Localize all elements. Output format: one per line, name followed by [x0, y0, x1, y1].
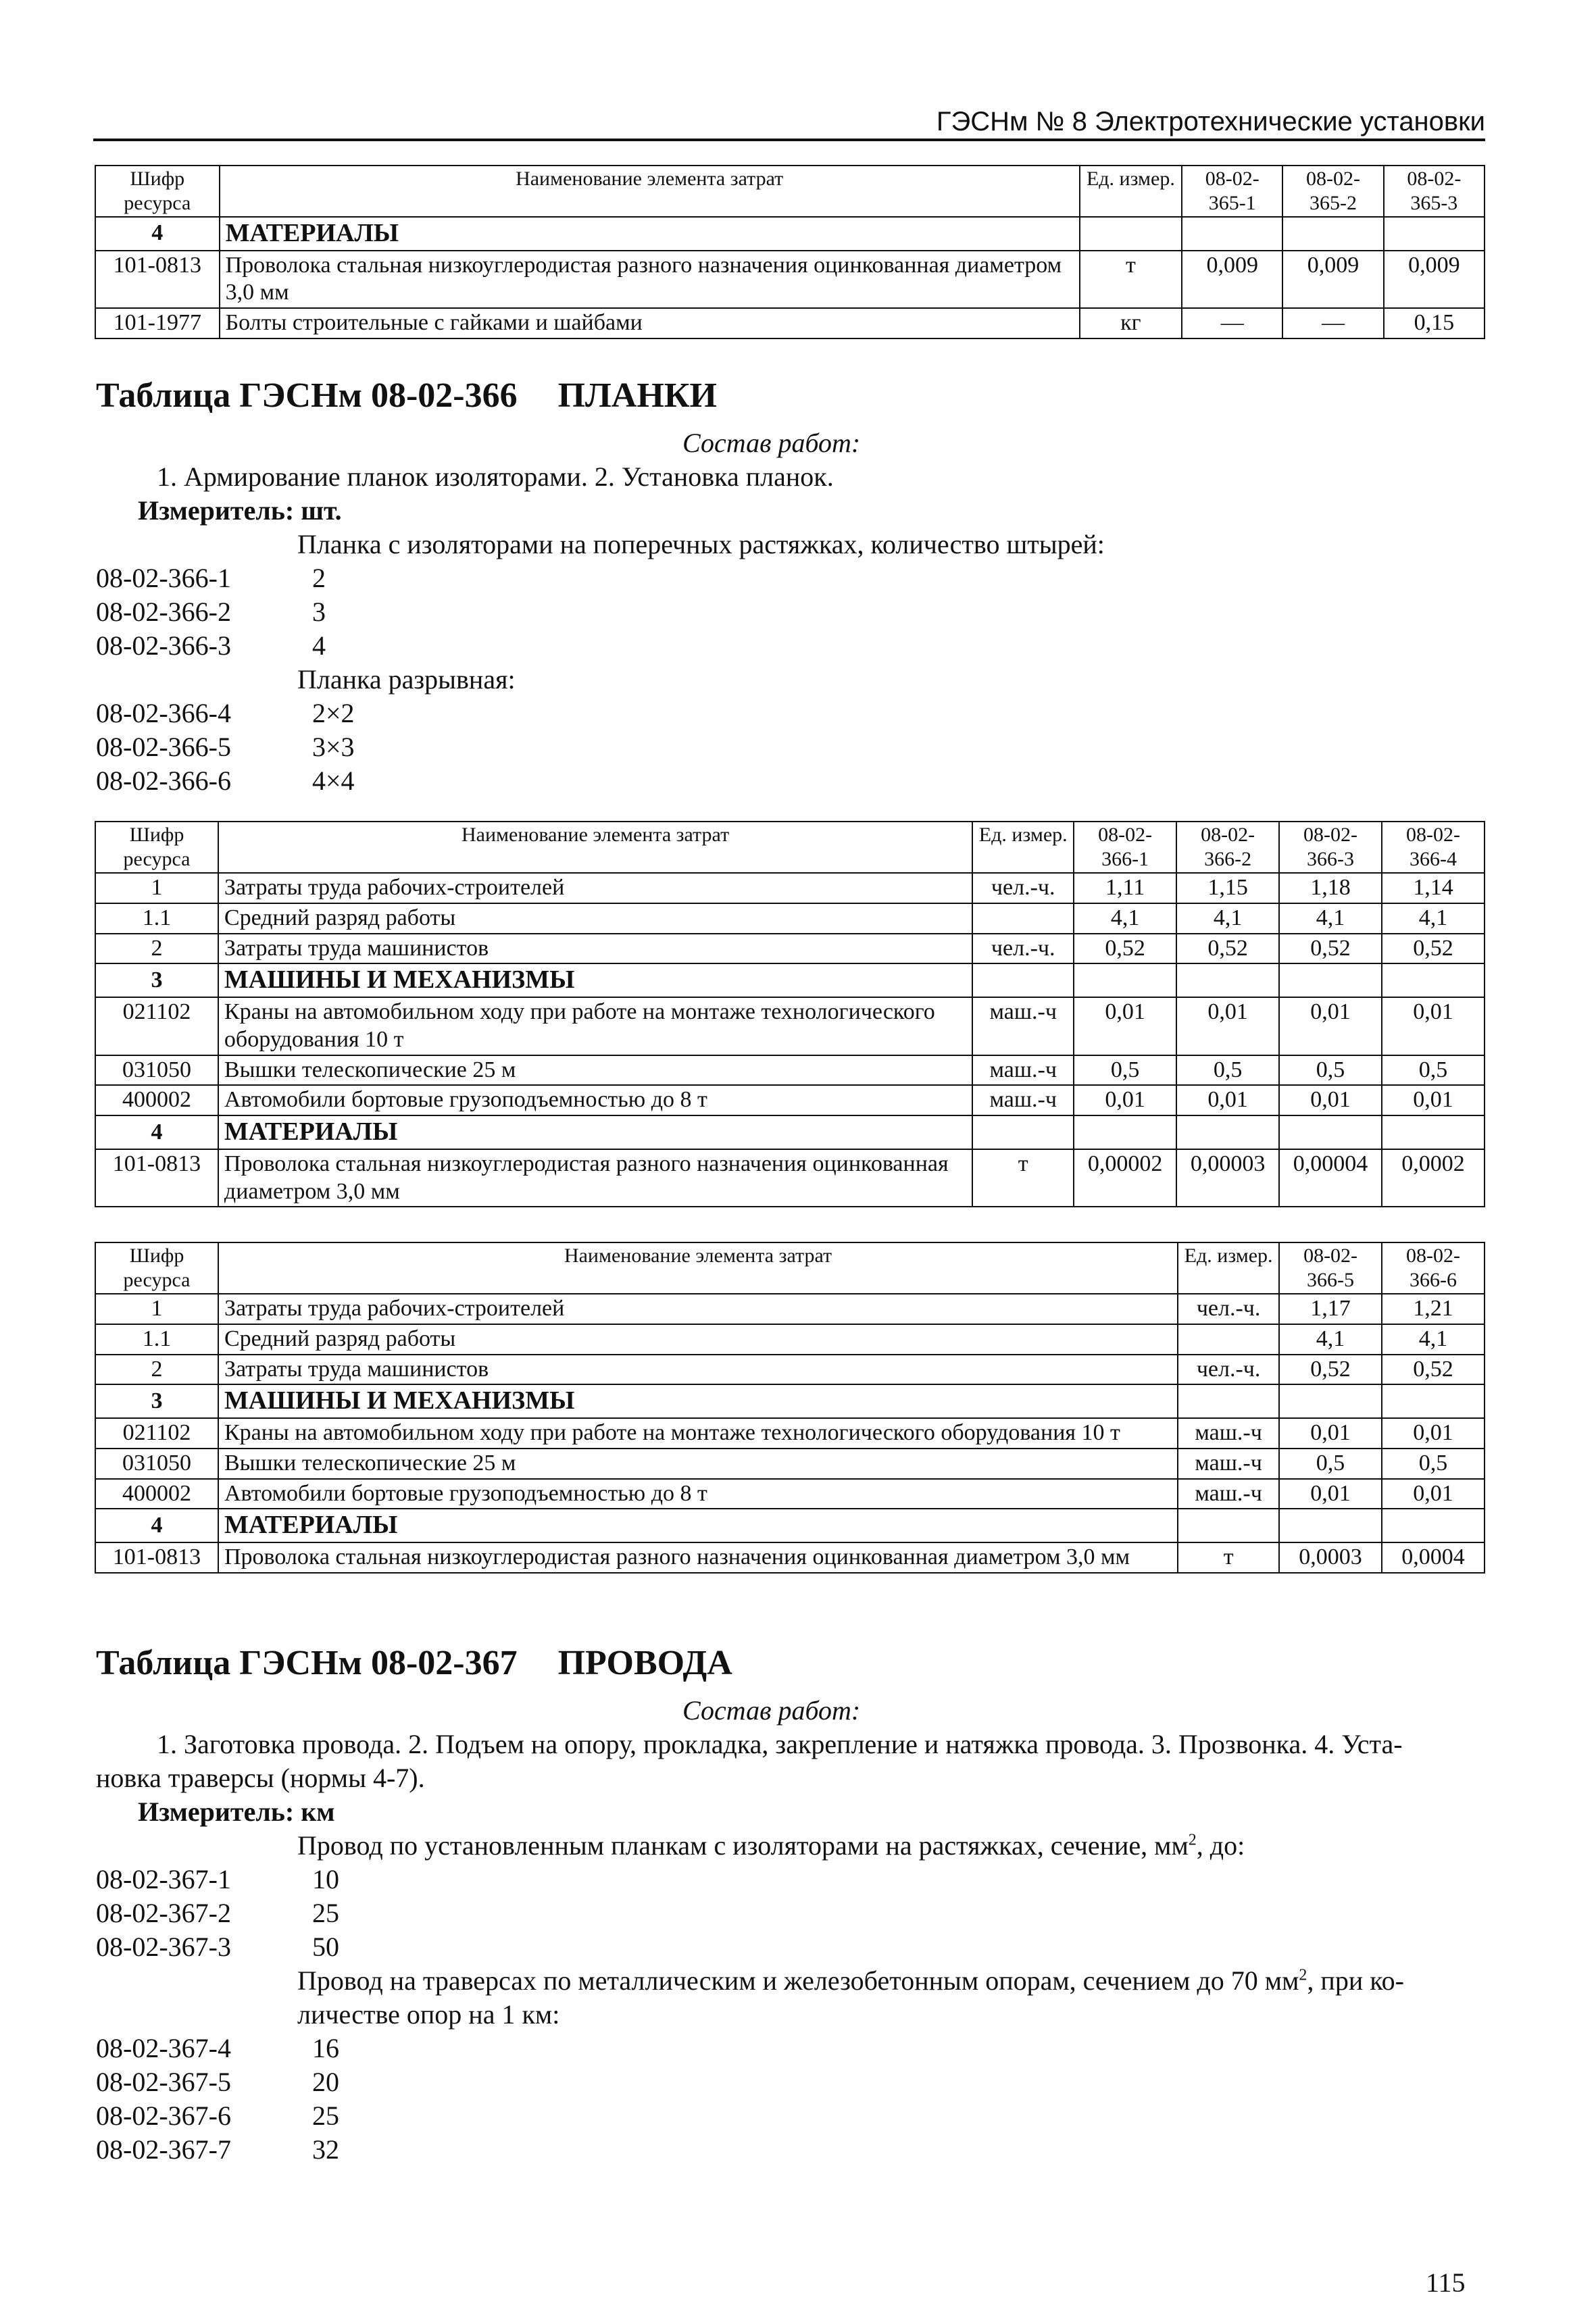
- resource-code: 4: [95, 1509, 218, 1542]
- norm-row: [96, 2066, 339, 2098]
- table-row: [95, 1479, 1485, 1509]
- value-cell: 0,0003: [1279, 1542, 1382, 1573]
- work-text: 1. Заготовка провода. 2. Подъем на опору, прокладка, закрепление и натяжка провода. 3. Прозвонка. 4. Уста-: [157, 1729, 1403, 1759]
- value-cell: 0,01: [1279, 1479, 1382, 1509]
- resource-name: Проволока стальная низкоуглеродистая разного назначения оцинкованная диаметром 3,0 мм: [218, 1149, 972, 1207]
- value-cell: —: [1282, 308, 1383, 338]
- work-label: Состав работ:: [682, 428, 861, 458]
- value-cell: 0,52: [1279, 1355, 1382, 1385]
- value-cell: 1,11: [1074, 873, 1176, 903]
- value-cell: 0,15: [1384, 308, 1485, 338]
- table-row: [95, 1149, 1485, 1207]
- unit: [972, 903, 1074, 934]
- value-cell: [1074, 1115, 1176, 1149]
- table-row: [95, 903, 1485, 934]
- value-cell: 0,52: [1382, 1355, 1485, 1385]
- value-cell: 0,00004: [1279, 1149, 1382, 1207]
- table-name: ПРОВОДА: [557, 1644, 732, 1682]
- value-cell: 0,01: [1382, 1479, 1485, 1509]
- unit: чел.-ч.: [972, 934, 1074, 964]
- resource-code: 1: [95, 1294, 218, 1324]
- table-code: Таблица ГЭСНм 08-02-367: [96, 1644, 518, 1682]
- value-cell: 0,5: [1279, 1449, 1382, 1479]
- norm-row: [96, 765, 355, 797]
- norm-row: [96, 2134, 339, 2165]
- group-text: Провод по установленным планкам с изоляторами на растяжках, сечение, мм: [297, 1830, 1189, 1861]
- norm-code: 08-02-366-3: [96, 630, 231, 661]
- table-row: [95, 1418, 1485, 1449]
- resource-name: Болты строительные с гайками и шайбами: [220, 308, 1080, 338]
- value-cell: 0,01: [1382, 1418, 1485, 1449]
- table-row: [95, 1509, 1485, 1542]
- resource-code: 400002: [95, 1479, 218, 1509]
- value-cell: [1182, 217, 1282, 251]
- resource-code: 101-1977: [95, 308, 220, 338]
- value-cell: 0,52: [1382, 934, 1485, 964]
- section-title-367: [96, 1643, 732, 1683]
- value-cell: 0,009: [1384, 251, 1485, 309]
- norm-value: 2×2: [312, 698, 355, 728]
- page-number: 115: [1426, 2267, 1466, 2298]
- table-row: [95, 1542, 1485, 1573]
- group-label: Планка с изоляторами на поперечных растяжках, количество штырей:: [297, 529, 1105, 559]
- value-cell: 1,14: [1382, 873, 1485, 903]
- value-cell: 0,01: [1279, 1085, 1382, 1115]
- table-header-row: [95, 1242, 1485, 1294]
- value-cell: 0,5: [1074, 1055, 1176, 1086]
- table-365: [95, 165, 1485, 339]
- group-text: Провод на траверсах по металлическим и железобетонным опорам, сечением до 70 мм: [297, 1965, 1299, 1996]
- resource-code: 400002: [95, 1085, 218, 1115]
- norm-code: 08-02-367-6: [96, 2101, 231, 2131]
- unit: чел.-ч.: [972, 873, 1074, 903]
- resource-name: МАТЕРИАЛЫ: [218, 1509, 1178, 1542]
- value-cell: [1382, 963, 1485, 997]
- norm-code: 08-02-366-1: [96, 563, 231, 593]
- unit: [1178, 1384, 1279, 1418]
- value-cell: [1279, 1509, 1382, 1542]
- unit: т: [972, 1149, 1074, 1207]
- resource-name: Средний разряд работы: [218, 1324, 1178, 1355]
- unit: т: [1178, 1542, 1279, 1573]
- col-header: 08-02-366-2: [1176, 822, 1279, 873]
- value-cell: 0,01: [1074, 997, 1176, 1055]
- resource-code: 4: [95, 1115, 218, 1149]
- value-cell: 0,01: [1382, 1085, 1485, 1115]
- table-row: [95, 308, 1485, 338]
- value-cell: 4,1: [1074, 903, 1176, 934]
- resource-name: Краны на автомобильном ходу при работе на монтаже технологического оборудования 10 т: [218, 997, 972, 1055]
- table-row: [95, 997, 1485, 1055]
- value-cell: —: [1182, 308, 1282, 338]
- resource-code: 3: [95, 963, 218, 997]
- value-cell: 0,009: [1182, 251, 1282, 309]
- col-header: 08-02-366-1: [1074, 822, 1176, 873]
- value-cell: 0,0004: [1382, 1542, 1485, 1573]
- resource-code: 101-0813: [95, 1542, 218, 1573]
- value-cell: 0,01: [1279, 997, 1382, 1055]
- value-cell: 1,17: [1279, 1294, 1382, 1324]
- value-cell: [1279, 963, 1382, 997]
- table-header-row: [95, 166, 1485, 217]
- norm-value: 16: [312, 2033, 339, 2063]
- value-cell: 4,1: [1382, 903, 1485, 934]
- value-cell: [1279, 1384, 1382, 1418]
- norm-code: 08-02-366-5: [96, 732, 231, 762]
- col-header: Наименование элемента затрат: [218, 1242, 1178, 1294]
- value-cell: 0,5: [1382, 1055, 1485, 1086]
- resource-code: 2: [95, 1355, 218, 1385]
- norm-value: 32: [312, 2134, 339, 2165]
- table-row: [95, 963, 1485, 997]
- value-cell: [1176, 1115, 1279, 1149]
- col-header: 08-02-365-1: [1182, 166, 1282, 217]
- resource-name: Проволока стальная низкоуглеродистая разного назначения оцинкованная диаметром 3,0 мм: [220, 251, 1080, 309]
- norm-value: 50: [312, 1932, 339, 1962]
- norm-code: 08-02-367-3: [96, 1932, 231, 1962]
- resource-code: 101-0813: [95, 1149, 218, 1207]
- norm-value: 25: [312, 2101, 339, 2131]
- norm-value: 20: [312, 2067, 339, 2097]
- col-header: 08-02-366-4: [1382, 822, 1485, 873]
- value-cell: 4,1: [1279, 903, 1382, 934]
- table-366-part1: [95, 821, 1485, 1207]
- norm-value: 10: [312, 1864, 339, 1894]
- table-366-part2: [95, 1242, 1485, 1574]
- resource-name: МАТЕРИАЛЫ: [220, 217, 1080, 251]
- norm-code: 08-02-367-1: [96, 1864, 231, 1894]
- norm-row: [96, 630, 326, 661]
- unit: [972, 1115, 1074, 1149]
- resource-code: 021102: [95, 997, 218, 1055]
- resource-code: 1.1: [95, 1324, 218, 1355]
- value-cell: [1279, 1115, 1382, 1149]
- col-header: Ед. измер.: [1080, 166, 1182, 217]
- resource-name: МАШИНЫ И МЕХАНИЗМЫ: [218, 963, 972, 997]
- value-cell: [1382, 1509, 1485, 1542]
- col-header: Наименование элемента затрат: [218, 822, 972, 873]
- value-cell: 1,21: [1382, 1294, 1485, 1324]
- group-label: [297, 1965, 1404, 1996]
- resource-code: 021102: [95, 1418, 218, 1449]
- section-title-366: [96, 376, 717, 416]
- col-header: Шифр ресурса: [95, 1242, 218, 1294]
- value-cell: [1382, 1115, 1485, 1149]
- value-cell: [1282, 217, 1383, 251]
- table-header-row: [95, 822, 1485, 873]
- unit: маш.-ч: [972, 1085, 1074, 1115]
- value-cell: 0,52: [1279, 934, 1382, 964]
- value-cell: 1,15: [1176, 873, 1279, 903]
- unit: маш.-ч: [1178, 1449, 1279, 1479]
- unit: т: [1080, 251, 1182, 309]
- unit: [1178, 1324, 1279, 1355]
- col-header: 08-02-365-2: [1282, 166, 1383, 217]
- resource-code: 101-0813: [95, 251, 220, 309]
- col-header: Ед. измер.: [1178, 1242, 1279, 1294]
- table-row: [95, 1355, 1485, 1385]
- norm-value: 3: [312, 597, 326, 627]
- norm-row: [96, 1863, 339, 1895]
- col-header: 08-02-366-6: [1382, 1242, 1485, 1294]
- col-header: Наименование элемента затрат: [220, 166, 1080, 217]
- resource-code: 1.1: [95, 903, 218, 934]
- norm-value: 2: [312, 563, 326, 593]
- unit: маш.-ч: [1178, 1418, 1279, 1449]
- norm-code: 08-02-366-4: [96, 698, 231, 728]
- work-text: 1. Армирование планок изоляторами. 2. Установка планок.: [157, 461, 834, 492]
- norm-value: 4×4: [312, 765, 355, 796]
- value-cell: [1384, 217, 1485, 251]
- table-row: [95, 934, 1485, 964]
- value-cell: 0,009: [1282, 251, 1383, 309]
- norm-row: [96, 596, 326, 628]
- value-cell: 0,00003: [1176, 1149, 1279, 1207]
- norm-code: 08-02-366-6: [96, 765, 231, 796]
- table-row: [95, 1384, 1485, 1418]
- value-cell: 0,01: [1176, 997, 1279, 1055]
- value-cell: 0,01: [1382, 997, 1485, 1055]
- norm-value: 25: [312, 1898, 339, 1928]
- col-header: 08-02-365-3: [1384, 166, 1485, 217]
- group-label: [297, 1830, 1245, 1861]
- resource-name: Затраты труда машинистов: [218, 1355, 1178, 1385]
- resource-name: МАШИНЫ И МЕХАНИЗМЫ: [218, 1384, 1178, 1418]
- page-header: ГЭСНм № 8 Электротехнические установки: [93, 107, 1485, 141]
- norm-code: 08-02-367-5: [96, 2067, 231, 2097]
- unit: маш.-ч: [972, 1055, 1074, 1086]
- value-cell: 0,5: [1382, 1449, 1485, 1479]
- norm-row: [96, 562, 326, 594]
- value-cell: 4,1: [1382, 1324, 1485, 1355]
- value-cell: 4,1: [1279, 1324, 1382, 1355]
- col-header: Ед. измер.: [972, 822, 1074, 873]
- table-row: [95, 1115, 1485, 1149]
- table-code: Таблица ГЭСНм 08-02-366: [96, 376, 518, 415]
- measure-label: Измеритель: шт.: [138, 495, 342, 526]
- table-row: [95, 1294, 1485, 1324]
- norm-code: 08-02-367-2: [96, 1898, 231, 1928]
- group-text: , при ко-: [1307, 1965, 1404, 1996]
- unit: [1178, 1509, 1279, 1542]
- group-text: , до:: [1196, 1830, 1245, 1861]
- resource-name: Автомобили бортовые грузоподъемностью до 8 т: [218, 1085, 972, 1115]
- value-cell: 0,01: [1176, 1085, 1279, 1115]
- col-header: 08-02-366-3: [1279, 822, 1382, 873]
- table-row: [95, 1324, 1485, 1355]
- unit: кг: [1080, 308, 1182, 338]
- value-cell: [1176, 963, 1279, 997]
- norm-value: 3×3: [312, 732, 355, 762]
- value-cell: 0,01: [1279, 1418, 1382, 1449]
- measure-label: Измеритель: км: [138, 1796, 335, 1827]
- resource-code: 031050: [95, 1449, 218, 1479]
- work-text: новка траверсы (нормы 4-7).: [96, 1763, 425, 1793]
- table-row: [95, 873, 1485, 903]
- group-label: Планка разрывная:: [297, 664, 516, 695]
- norm-row: [96, 2100, 339, 2132]
- value-cell: 0,52: [1176, 934, 1279, 964]
- col-header: 08-02-366-5: [1279, 1242, 1382, 1294]
- value-cell: [1382, 1384, 1485, 1418]
- resource-code: 031050: [95, 1055, 218, 1086]
- table-row: [95, 1085, 1485, 1115]
- table-row: [95, 1449, 1485, 1479]
- norm-code: 08-02-367-4: [96, 2033, 231, 2063]
- resource-name: МАТЕРИАЛЫ: [218, 1115, 972, 1149]
- norm-row: [96, 697, 355, 729]
- norm-row: [96, 1931, 339, 1963]
- table-row: [95, 251, 1485, 309]
- value-cell: 4,1: [1176, 903, 1279, 934]
- table-row: [95, 217, 1485, 251]
- norm-row: [96, 2032, 339, 2064]
- value-cell: 0,5: [1176, 1055, 1279, 1086]
- resource-name: Автомобили бортовые грузоподъемностью до 8 т: [218, 1479, 1178, 1509]
- norm-row: [96, 731, 355, 763]
- norm-code: 08-02-366-2: [96, 597, 231, 627]
- unit: [1080, 217, 1182, 251]
- group-label: личестве опор на 1 км:: [297, 1999, 560, 2030]
- resource-name: Затраты труда рабочих-строителей: [218, 873, 972, 903]
- norm-code: 08-02-367-7: [96, 2134, 231, 2165]
- resource-name: Средний разряд работы: [218, 903, 972, 934]
- work-label: Состав работ:: [682, 1695, 861, 1726]
- resource-name: Проволока стальная низкоуглеродистая разного назначения оцинкованная диаметром 3,0 мм: [218, 1542, 1178, 1573]
- resource-code: 3: [95, 1384, 218, 1418]
- value-cell: 0,00002: [1074, 1149, 1176, 1207]
- resource-name: Вышки телескопические 25 м: [218, 1055, 972, 1086]
- resource-name: Затраты труда рабочих-строителей: [218, 1294, 1178, 1324]
- resource-code: 4: [95, 217, 220, 251]
- unit: маш.-ч: [972, 997, 1074, 1055]
- value-cell: 0,52: [1074, 934, 1176, 964]
- superscript: 2: [1299, 1966, 1307, 1984]
- value-cell: 0,0002: [1382, 1149, 1485, 1207]
- table-name: ПЛАНКИ: [557, 376, 717, 415]
- col-header: Шифр ресурса: [95, 822, 218, 873]
- unit: маш.-ч: [1178, 1479, 1279, 1509]
- value-cell: 0,01: [1074, 1085, 1176, 1115]
- value-cell: [1074, 963, 1176, 997]
- resource-name: Вышки телескопические 25 м: [218, 1449, 1178, 1479]
- unit: [972, 963, 1074, 997]
- norm-value: 4: [312, 630, 326, 661]
- superscript: 2: [1188, 1831, 1197, 1849]
- resource-name: Краны на автомобильном ходу при работе на монтаже технологического оборудования 10 т: [218, 1418, 1178, 1449]
- resource-code: 1: [95, 873, 218, 903]
- resource-name: Затраты труда машинистов: [218, 934, 972, 964]
- unit: чел.-ч.: [1178, 1294, 1279, 1324]
- value-cell: 0,5: [1279, 1055, 1382, 1086]
- unit: чел.-ч.: [1178, 1355, 1279, 1385]
- table-row: [95, 1055, 1485, 1086]
- col-header: Шифр ресурса: [95, 166, 220, 217]
- resource-code: 2: [95, 934, 218, 964]
- value-cell: 1,18: [1279, 873, 1382, 903]
- norm-row: [96, 1897, 339, 1929]
